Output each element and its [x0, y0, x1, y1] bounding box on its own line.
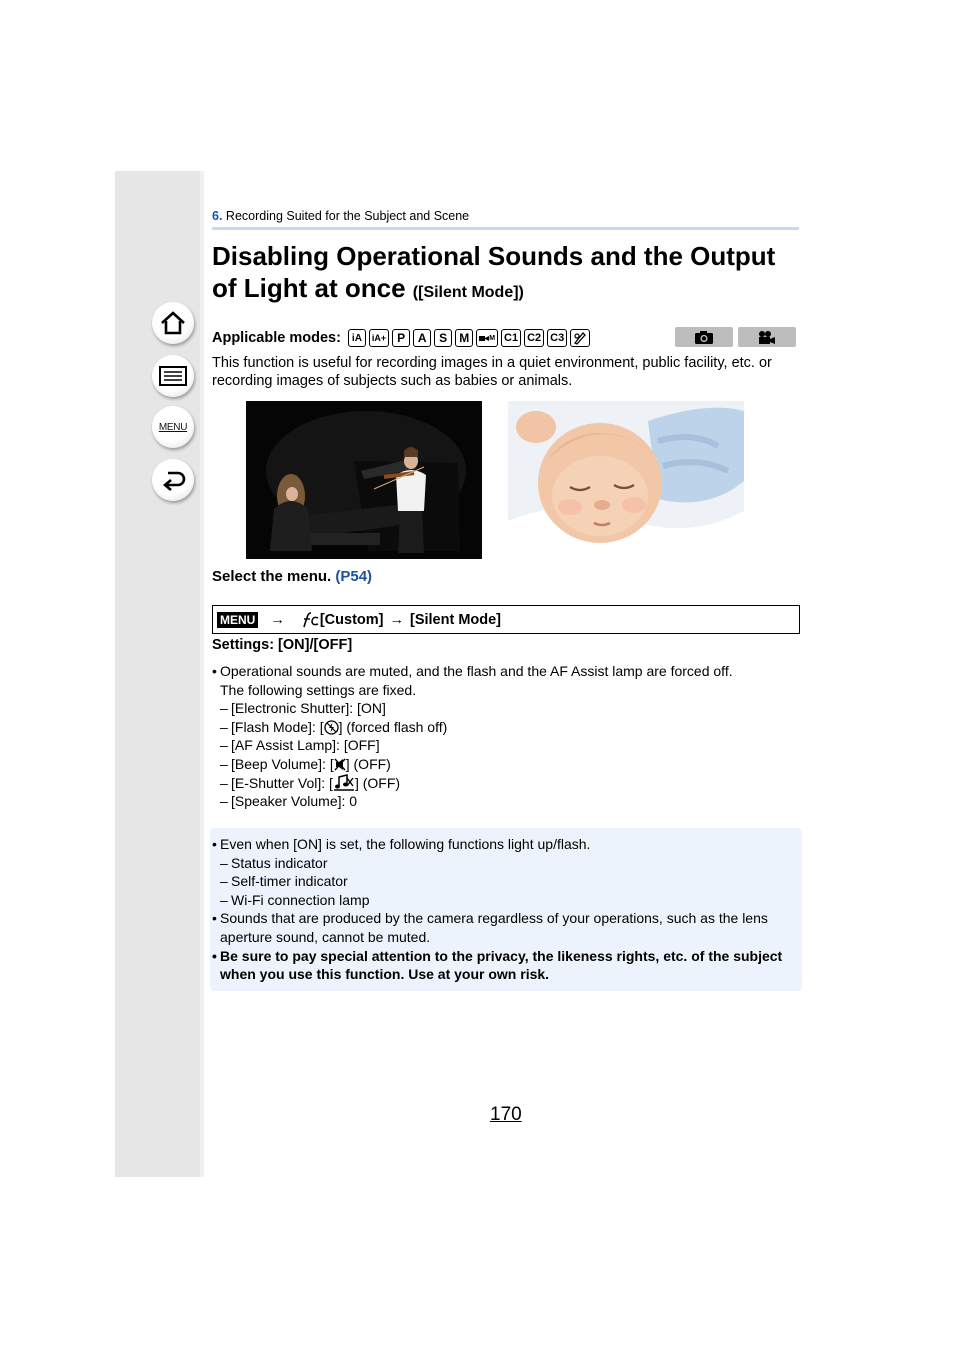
list-item: – [E-Shutter Vol]: [ ] (OFF) [212, 774, 733, 793]
mode-creative-icon [570, 329, 590, 347]
mode-c2-icon: C2 [524, 329, 544, 347]
concert-photo [246, 401, 482, 559]
chapter-number: 6. [212, 209, 223, 223]
menu-button[interactable] [152, 406, 194, 448]
list-item: • Even when [ON] is set, the following functions light up/flash. [212, 835, 782, 854]
mode-ia-plus-icon: iA+ [369, 329, 389, 347]
menu-badge: MENU [217, 612, 258, 628]
list-icon [159, 366, 187, 386]
title-line2: of Light at once [212, 273, 406, 303]
list-item: – [AF Assist Lamp]: [OFF] [212, 736, 733, 755]
home-icon [160, 311, 186, 335]
applicable-modes-label: Applicable modes: [212, 330, 341, 346]
menu-silent-mode: [Silent Mode] [409, 611, 502, 628]
breadcrumb-rule [212, 227, 799, 230]
list-item: • Operational sounds are muted, and the flash and the AF Assist lamp are forced off. [212, 662, 733, 681]
list-item: – [Electronic Shutter]: [ON] [212, 699, 733, 718]
mode-m-icon: M [455, 329, 473, 347]
breadcrumb [212, 209, 469, 223]
custom-menu-icon [301, 612, 319, 628]
applicable-modes [212, 327, 593, 349]
list-item: – Self-timer indicator [212, 872, 782, 891]
step-instruction: Select the menu. (P54) [212, 568, 373, 585]
mode-s-icon: S [434, 329, 452, 347]
mode-a-icon: A [413, 329, 431, 347]
flash-off-icon [324, 720, 339, 735]
list-item: • Be sure to pay special attention to the privacy, the likeness rights, etc. of the subject [212, 947, 782, 966]
contents-button[interactable] [152, 355, 194, 397]
page-title [212, 240, 802, 309]
mode-c1-icon: C1 [501, 329, 521, 347]
list-item: – [Speaker Volume]: 0 [212, 792, 733, 811]
sidebar-edge [200, 171, 204, 1177]
list-item: – [Beep Volume]: [ ] (OFF) [212, 755, 733, 774]
list-item: • Sounds that are produced by the camera regardless of your operations, such as the lens [212, 909, 782, 928]
on-details-list [212, 662, 733, 811]
list-item: when you use this function. Use at your own risk. [220, 966, 550, 983]
list-item: – [Flash Mode]: [ ] (forced flash off) [212, 718, 733, 737]
movie-camera-icon [757, 330, 777, 345]
back-button[interactable] [152, 459, 194, 501]
title-line1: Disabling Operational Sounds and the Output [212, 241, 776, 271]
back-arrow-icon [160, 469, 186, 491]
mode-movie-m-icon: M [476, 329, 498, 347]
arrow: → [270, 611, 285, 628]
camera-icon [694, 330, 714, 345]
eshutter-mute-icon [333, 774, 355, 791]
chapter-title: Recording Suited for the Subject and Scene [225, 209, 470, 223]
mode-c3-icon: C3 [547, 329, 567, 347]
list-item: – Wi-Fi connection lamp [212, 891, 782, 910]
arrow: → [389, 611, 404, 628]
list-item: aperture sound, cannot be muted. [220, 928, 431, 945]
page-link-p54[interactable]: (P54) [335, 568, 373, 585]
note-list [212, 835, 782, 984]
page-number: 170 [490, 1104, 522, 1125]
list-item: – Status indicator [212, 854, 782, 873]
menu-custom: [Custom] [319, 611, 384, 628]
intro-paragraph: This function is useful for recording images in a quiet environment, public facility, etc. or recording images of subjects such as babies or animals. [212, 355, 772, 389]
menu-label: MENU [158, 421, 188, 433]
title-suffix: ([Silent Mode]) [412, 284, 524, 301]
baby-photo [508, 401, 744, 559]
home-button[interactable] [152, 302, 194, 344]
beep-mute-icon [334, 757, 346, 772]
settings-heading: Settings: [ON]/[OFF] [212, 637, 353, 653]
mode-ia-icon: iA [348, 329, 366, 347]
menu-path-box [212, 605, 800, 634]
list-item: The following settings are fixed. [220, 681, 417, 698]
photo-mode-indicator [675, 327, 733, 347]
movie-mode-indicator [738, 327, 796, 347]
mode-p-icon: P [392, 329, 410, 347]
